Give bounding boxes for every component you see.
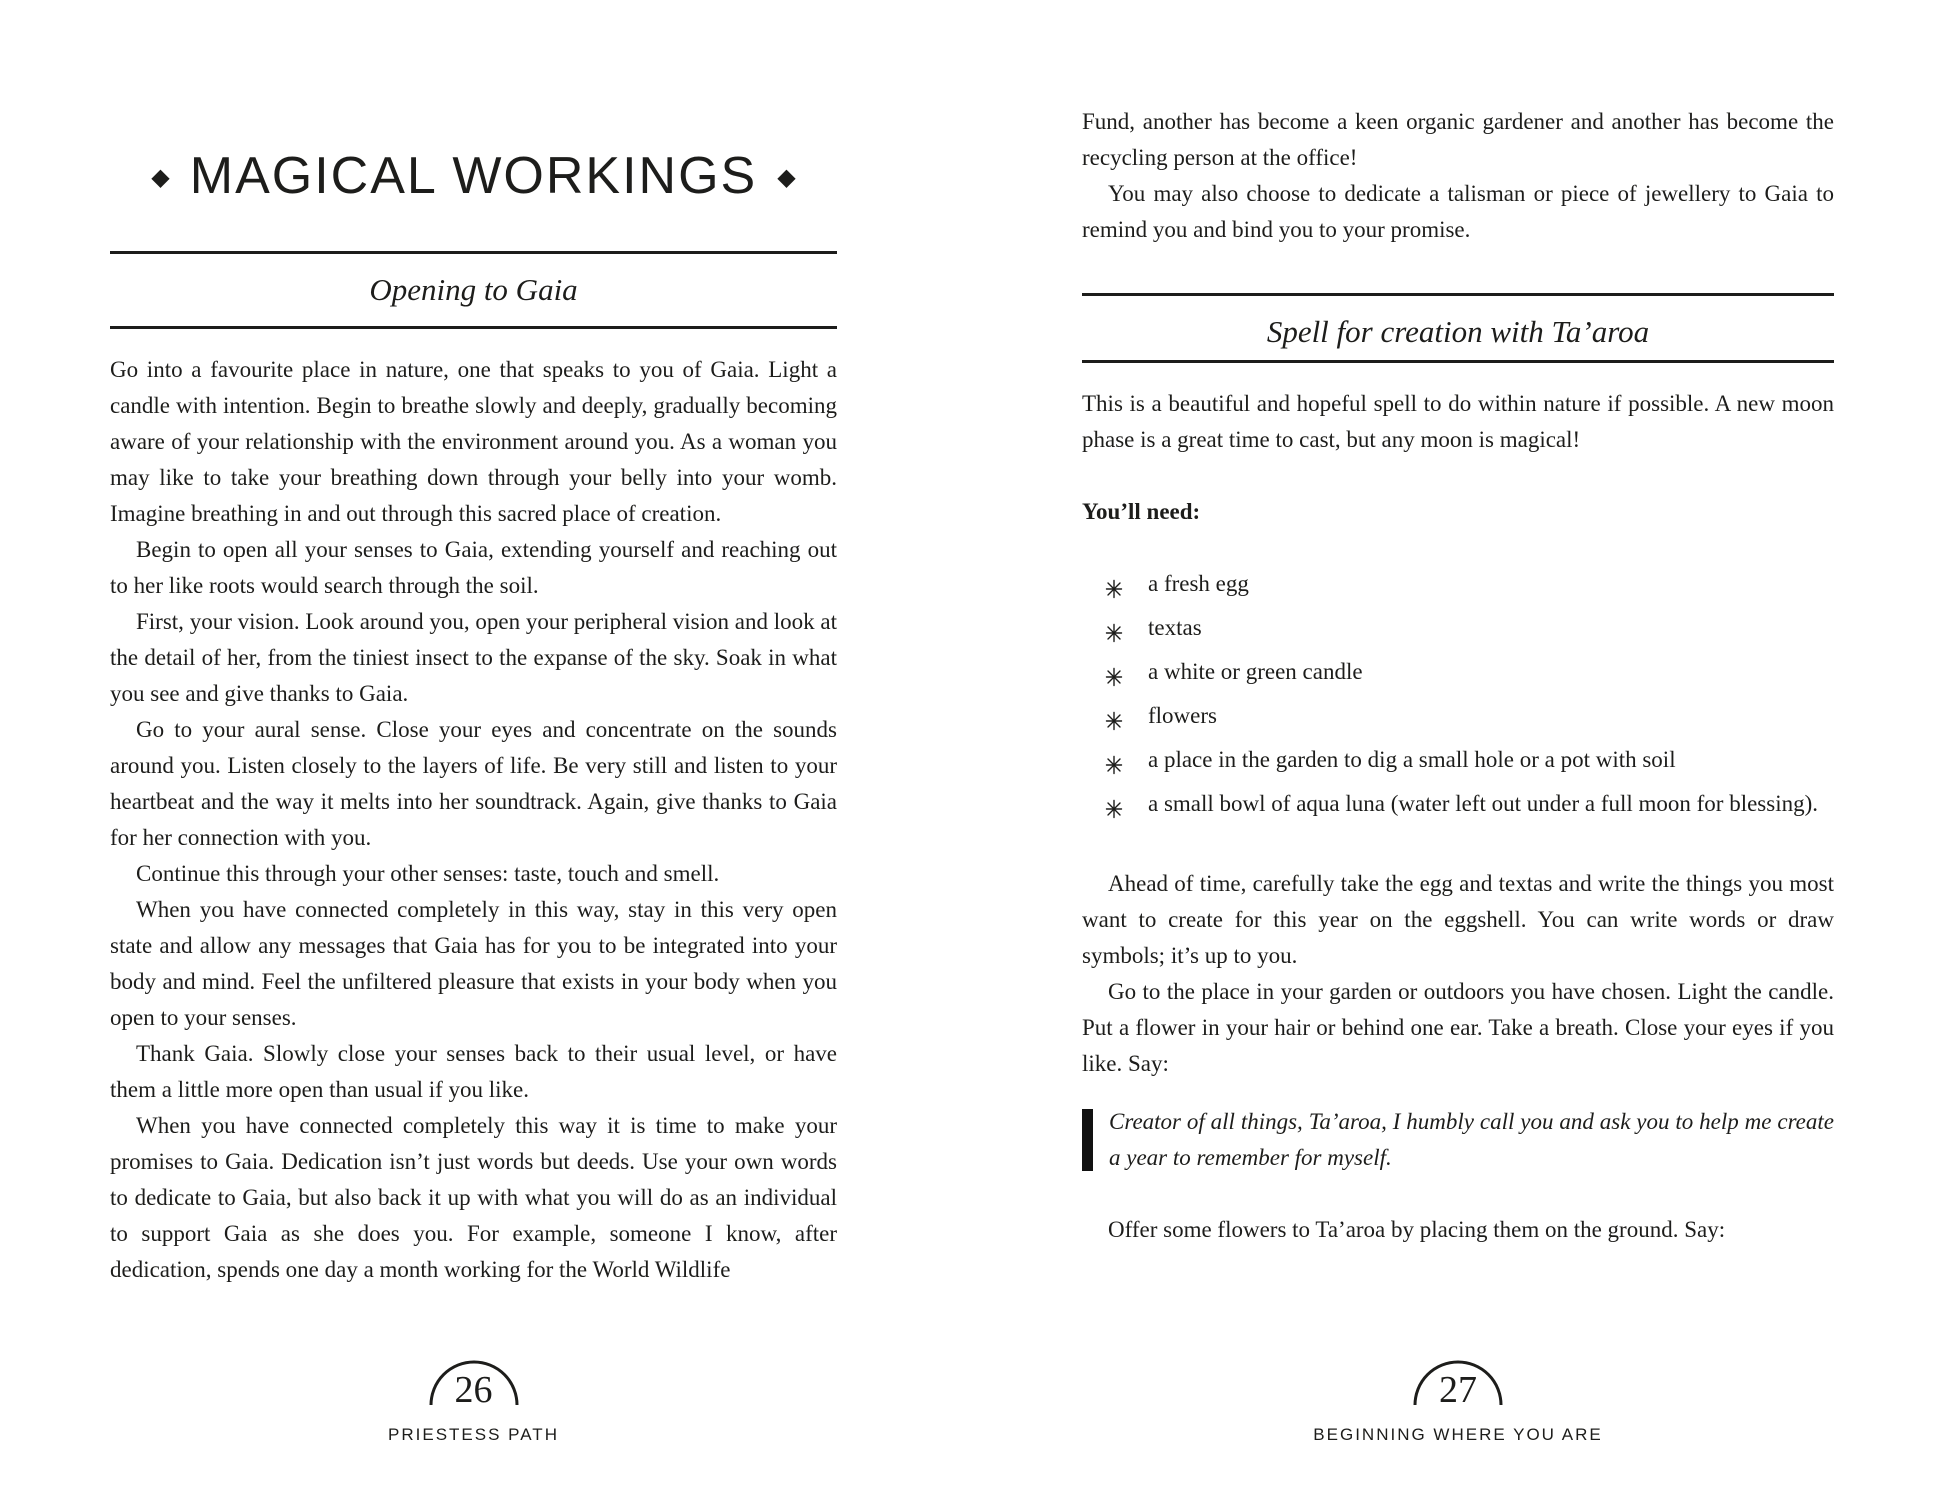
- supply-item: [1082, 786, 1834, 830]
- chapter-title-text: MAGICAL WORKINGS: [189, 147, 758, 205]
- section-heading-opening-to-gaia: Opening to Gaia: [369, 272, 578, 308]
- star-bullet-icon: [1104, 654, 1148, 698]
- supply-text: a place in the garden to dig a small hole or a pot with soil: [1148, 747, 1676, 772]
- body-paragraph: First, your vision. Look around you, open your peripheral vision and look at the detail of her, from the tiniest insect to the expanse of the sky. Soak in what you see and give thanks to Gaia.: [110, 609, 837, 707]
- section-rule-bottom: [110, 326, 837, 329]
- supply-item: [1082, 566, 1834, 610]
- supplies-list: [1082, 566, 1834, 830]
- supply-text: a white or green candle: [1148, 659, 1363, 684]
- star-bullet-icon: [1104, 698, 1148, 742]
- body-paragraph: Offer some flowers to Ta’aroa by placing them on the ground. Say:: [1108, 1217, 1726, 1242]
- quote-text: Creator of all things, Ta’aroa, I humbly call you and ask you to help me create a year to remember for myself.: [1109, 1109, 1834, 1170]
- body-paragraph: This is a beautiful and hopeful spell to do within nature if possible. A new moon phase is a great time to cast, but any moon is magical!: [1082, 391, 1834, 452]
- right-body-top: [1082, 104, 1834, 248]
- body-paragraph: Go to your aural sense. Close your eyes and concentrate on the sounds around you. Listen closely to the layers of life. Be very still and listen to your heartbeat and the way it melts into her soundtrack. Again, give thanks to Gaia for her connection with you.: [110, 717, 837, 851]
- page-right: [1082, 0, 1834, 1248]
- page-left: [110, 0, 837, 1288]
- body-paragraph: Continue this through your other senses: taste, touch and smell.: [136, 861, 720, 887]
- body-paragraph: Fund, another has become a keen organic gardener and another has become the recycling person at the office!: [1082, 109, 1834, 170]
- running-title: PRIESTESS PATH: [388, 1425, 559, 1444]
- left-page-footer: [110, 1358, 837, 1445]
- body-paragraph: Thank Gaia. Slowly close your senses back to their usual level, or have them a little more open than usual if you like.: [110, 1041, 837, 1103]
- diamond-icon-right: ◆: [777, 164, 796, 191]
- supply-item: [1082, 742, 1834, 786]
- right-body-text: [1082, 386, 1834, 1248]
- star-bullet-icon: [1104, 566, 1148, 610]
- body-paragraph: Ahead of time, carefully take the egg and textas and write the things you most want to create for this year on the eggshell. You can write words or draw symbols; it’s up to you.: [1082, 871, 1834, 968]
- left-body-text: [110, 352, 837, 1288]
- invocation-quote-block: [1082, 1104, 1834, 1176]
- section-rule-bottom: [1082, 360, 1834, 363]
- star-bullet-icon: [1104, 742, 1148, 786]
- body-paragraph: When you have connected completely in this way, stay in this very open state and allow any messages that Gaia has for you to be integrated into your body and mind. Feel the unfiltered pleasure that exists in your body when you open to your senses.: [110, 897, 837, 1031]
- supply-text: flowers: [1148, 703, 1217, 728]
- supply-item: [1082, 610, 1834, 654]
- supply-item: [1082, 698, 1834, 742]
- supply-text: a fresh egg: [1148, 571, 1249, 596]
- body-paragraph: Begin to open all your senses to Gaia, extending yourself and reaching out to her like roots would search through the soil.: [110, 537, 837, 599]
- section-heading-spell-for-creation: Spell for creation with Ta’aroa: [1266, 314, 1650, 349]
- star-bullet-icon: [1104, 786, 1148, 830]
- page-number-arc: [1412, 1358, 1504, 1411]
- star-bullet-icon: [1104, 610, 1148, 654]
- supply-item: [1082, 654, 1834, 698]
- running-title: BEGINNING WHERE YOU ARE: [1313, 1425, 1603, 1444]
- you-will-need-label: You’ll need:: [1082, 499, 1201, 524]
- quote-bar: [1082, 1109, 1093, 1171]
- page-number-arc: [428, 1358, 520, 1411]
- body-paragraph: Go to the place in your garden or outdoors you have chosen. Light the candle. Put a flower in your hair or behind one ear. Take a breath. Close your eyes if you like. Say:: [1082, 979, 1834, 1076]
- body-paragraph: When you have connected completely this way it is time to make your promises to Gaia. Dedication isn’t just words but deeds. Use your own words to dedicate to Gaia, but also back it up with what you will do as an individual to support Gaia as she does you. For example, someone I know, after dedication, spends one day a month working for the World Wildlife: [110, 1113, 837, 1283]
- page-number: 26: [454, 1369, 493, 1411]
- section-rule-top: [110, 251, 837, 254]
- page-number: 27: [1439, 1369, 1477, 1411]
- body-paragraph: Go into a favourite place in nature, one that speaks to you of Gaia. Light a candle with intention. Begin to breathe slowly and deeply, gradually becoming aware of your relationship with the environment around you. As a woman you may like to take your breathing down through your belly into your womb. Imagine breathing in and out through this sacred place of creation.: [110, 357, 837, 527]
- supply-text: a small bowl of aqua luna (water left out under a full moon for blessing).: [1148, 791, 1819, 816]
- body-paragraph: You may also choose to dedicate a talisman or piece of jewellery to Gaia to remind you and bind you to your promise.: [1082, 181, 1834, 242]
- section-rule-top: [1082, 293, 1834, 296]
- right-page-footer: [1082, 1358, 1834, 1445]
- supply-text: textas: [1148, 615, 1202, 640]
- diamond-icon-left: ◆: [151, 164, 170, 191]
- chapter-title: [110, 148, 837, 205]
